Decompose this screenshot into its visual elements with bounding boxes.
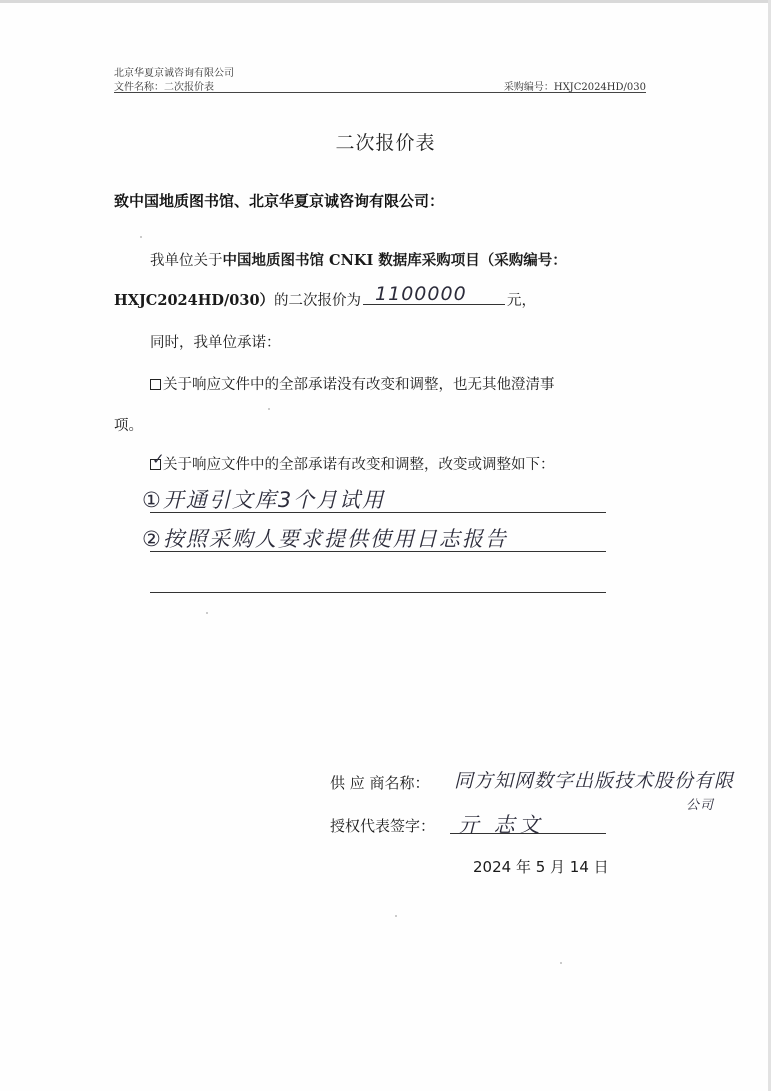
p1-prefix: 我单位关于 [150, 253, 223, 269]
scan-speck [395, 915, 397, 917]
supplier-handwritten-2: 公司 [686, 798, 715, 813]
scan-speck [140, 236, 142, 238]
header-procurement-no: 采购编号：HXJC2024HD/030 [503, 82, 646, 93]
rep-row [330, 813, 544, 837]
scan-speck [206, 612, 208, 614]
option-1-cont: 项。 [114, 418, 143, 434]
change-line-1 [142, 478, 606, 513]
supplier-handwritten: 同方知网数字出版技术股份有限 [454, 770, 735, 792]
option-2-checkbox [150, 450, 165, 470]
header-rule [114, 92, 646, 93]
scan-speck [560, 962, 562, 964]
price-handwritten: 1100000 [375, 283, 467, 305]
header-file-name: 文件名称：二次报价表 [114, 82, 214, 93]
change-2-handwritten: ②按照采购人要求提供使用日志报告 [142, 527, 508, 551]
option-1-checkbox [150, 379, 161, 390]
option-1-text: 关于响应文件中的全部承诺没有改变和调整，也无其他澄清事 [163, 377, 555, 393]
paragraph-1 [150, 250, 567, 272]
supplier-row [330, 770, 735, 813]
rep-handwritten: 亓 志文 [458, 813, 544, 837]
change-line-2 [142, 517, 606, 552]
header-company: 北京华夏京诚咨询有限公司 [114, 68, 234, 79]
header-row [114, 78, 646, 93]
scan-edge-top [0, 0, 771, 3]
price-field [363, 283, 505, 305]
scan-speck [268, 408, 270, 410]
option-2-text: 关于响应文件中的全部承诺有改变和调整，改变或调整如下： [163, 457, 555, 473]
date: 2024 年 5 月 14 日 [473, 858, 609, 876]
salutation: 致中国地质图书馆、北京华夏京诚咨询有限公司： [114, 192, 445, 210]
change-1-handwritten: ①开通引文库3个月试用 [142, 488, 386, 512]
page-title: 二次报价表 [335, 132, 436, 154]
supplier-label: 供 应 商名称： [330, 774, 430, 792]
paragraph-2 [114, 283, 537, 312]
option-1 [150, 374, 555, 396]
p2-unit: 元， [507, 293, 537, 309]
p2-project-no: HXJC2024HD/030） [114, 292, 275, 309]
option-2 [150, 450, 555, 476]
rep-label: 授权代表签字： [330, 817, 436, 835]
change-line-3 [150, 558, 606, 593]
p2-text: 的二次报价为 [274, 293, 362, 309]
paragraph-3: 同时，我单位承诺： [150, 335, 281, 351]
p1-project: 中国地质图书馆 CNKI 数据库采购项目（采购编号： [222, 252, 567, 269]
check-mark-icon: ✓ [152, 450, 165, 468]
